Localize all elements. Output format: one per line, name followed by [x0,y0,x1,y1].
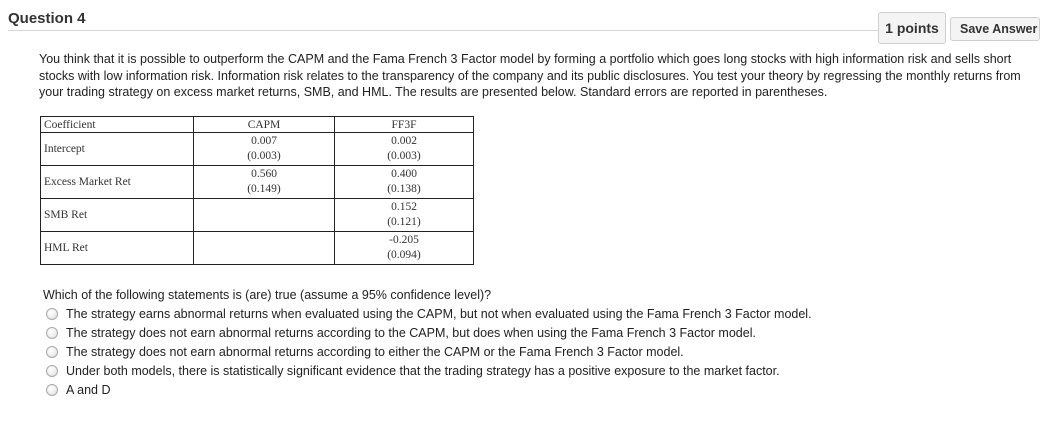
title-divider [8,30,878,31]
table-row [41,232,474,265]
radio-button[interactable] [46,365,58,377]
header-ff3f: FF3F [335,117,474,133]
ff3f-coef: 0.400 [391,168,417,180]
capm-cell [194,133,335,166]
table-row [41,166,474,199]
table-row [41,133,474,166]
capm-coef: 0.560 [251,168,277,180]
ff3f-coef: 0.002 [391,135,417,147]
ff3f-se: (0.121) [387,216,421,228]
ff3f-coef: 0.152 [391,201,417,213]
option-text: A and D [66,382,111,397]
capm-cell [194,199,335,232]
option-text: The strategy does not earn abnormal returns according to the CAPM, but does when using the Fama French 3 Factor model. [66,325,756,340]
header-capm: CAPM [194,117,335,133]
table-header-row [41,117,474,133]
ff3f-cell [335,166,474,199]
row-label: HML Ret [41,232,194,265]
capm-se: (0.003) [247,150,281,162]
radio-button[interactable] [46,327,58,339]
radio-button[interactable] [46,384,58,396]
ff3f-cell [335,199,474,232]
option-text: The strategy earns abnormal returns when evaluated using the CAPM, but not when evaluated using the Fama French 3 Factor model. [66,306,812,321]
answer-option-e[interactable] [46,380,812,399]
header-coefficient: Coefficient [41,117,194,133]
ff3f-cell [335,232,474,265]
question-title: Question 4 [8,10,86,27]
answer-options [46,304,812,399]
radio-button[interactable] [46,346,58,358]
answer-option-a[interactable] [46,304,812,323]
answer-option-d[interactable] [46,361,812,380]
question-prompt: You think that it is possible to outperform the CAPM and the Fama French 3 Factor model by forming a portfolio which goes long stocks with high information risk and sells short stocks with low information risk. Information risk relates to the transparency of the company and its public disclosures. You test your theory by regressing the monthly returns from your trading strategy on excess market returns, SMB, and HML. The results are presented below. Standard errors are reported in parentheses. [39,52,1021,99]
option-text: Under both models, there is statistically significant evidence that the trading strategy has a positive exposure to the market factor. [66,363,780,378]
capm-cell [194,166,335,199]
row-label: Intercept [41,133,194,166]
capm-cell [194,232,335,265]
table-row [41,199,474,232]
capm-se: (0.149) [247,183,281,195]
ff3f-se: (0.094) [387,249,421,261]
ff3f-coef: -0.205 [389,234,419,246]
answer-option-b[interactable] [46,323,812,342]
row-label: Excess Market Ret [41,166,194,199]
regression-results-table [40,116,474,265]
option-text: The strategy does not earn abnormal returns according to either the CAPM or the Fama French 3 Factor model. [66,344,684,359]
capm-coef: 0.007 [251,135,277,147]
points-badge: 1 points [878,12,946,44]
radio-button[interactable] [46,308,58,320]
save-answer-button[interactable]: Save Answer [950,17,1040,41]
ff3f-cell [335,133,474,166]
ff3f-se: (0.138) [387,183,421,195]
row-label: SMB Ret [41,199,194,232]
mc-question: Which of the following statements is (are) true (assume a 95% confidence level)? [43,288,492,302]
answer-option-c[interactable] [46,342,812,361]
ff3f-se: (0.003) [387,150,421,162]
